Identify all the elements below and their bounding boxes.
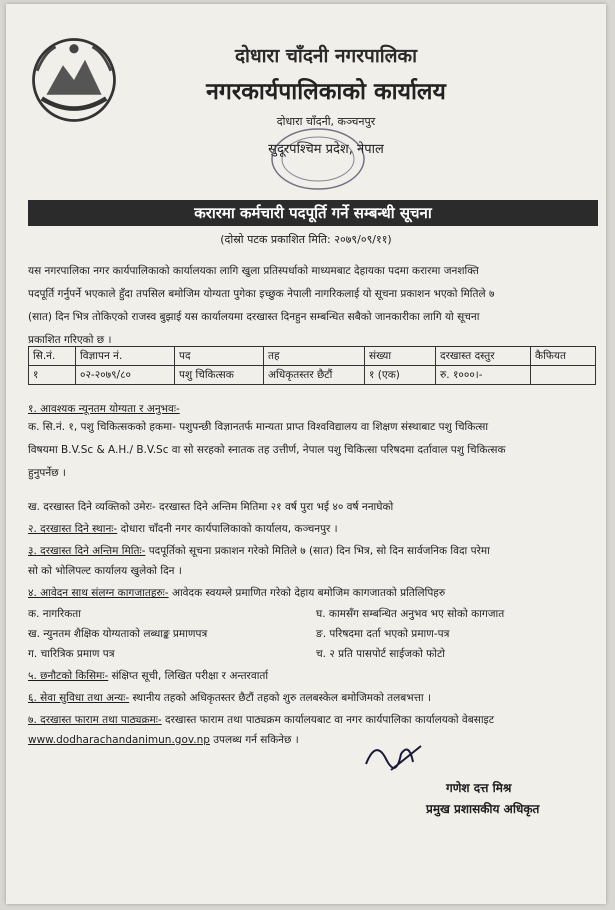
table-cell: अधिकृतस्तर छैटौं	[264, 366, 365, 385]
intro-line: यस नगरपालिका नगर कार्यपालिकाको कार्यालयका लागि खुला प्रतिस्पर्धाको माध्यमबाट देहायका पदमा करारमा जनशक्ति	[28, 265, 479, 277]
section-1-line: क. सि.नं. १, पशु चिकित्सकको हकमा- पशुपन्छी विज्ञानतर्फ मान्यता प्राप्त विश्वविद्यालय वा शिक्षण संस्थाबाट पशु चिकित्सा	[28, 421, 489, 433]
col-header: तह	[264, 347, 365, 366]
signatory-name: गणेश दत्त मिश्र	[446, 781, 512, 795]
section-6-text: स्थानीय तहको अधिकृतस्तर छैटौं तहको शुरु तलबस्केल बमोजिमको तलबभत्ता ।	[129, 692, 431, 704]
section-2	[28, 522, 596, 536]
signatory-title: प्रमुख प्रशासकीय अधिकृत	[426, 802, 540, 816]
col-header: कैफियत	[531, 347, 596, 366]
col-header: दरखास्त दस्तुर	[436, 347, 531, 366]
section-5-label: ५. छनौटको किसिमः-	[28, 670, 109, 682]
section-2-label: २. दरखास्त दिने स्थानः-	[28, 523, 118, 535]
table-cell: १ (एक)	[365, 366, 436, 385]
section-3-text: पदपूर्तिको सूचना प्रकाशन गरेको मितिले ७ (सात) दिन भित्र, सो दिन सार्वजनिक विदा परेमा	[145, 545, 490, 557]
col-header: संख्या	[365, 347, 436, 366]
notice-title: करारमा कर्मचारी पदपूर्ति गर्ने सम्बन्धी सूचना	[28, 200, 598, 226]
nepal-emblem-icon	[28, 34, 120, 126]
intro-line: पदपूर्ति गर्नुपर्ने भएकाले हुँदा तपसिल बमोजिम योग्यता पुगेका इच्छुक नेपाली नागरिकलाई यो सूचना प्रकाशन भएको मितिले ७	[28, 288, 495, 300]
vacancy-table	[28, 346, 596, 385]
table-cell: १	[29, 366, 76, 385]
section-7-continued	[28, 733, 596, 747]
office-name: नगरकार्यपालिकाको कार्यालय	[206, 78, 446, 105]
section-4-text: आवेदक स्वयम्ले प्रमाणित गरेको देहाय बमोजिम कागजातको प्रतिलिपिहरु	[168, 587, 446, 599]
col-header: पद	[175, 347, 264, 366]
table-cell: रु. १०००।-	[436, 366, 531, 385]
section-6	[28, 691, 596, 705]
intro-line: (सात) दिन भित्र तोकिएको राजस्व बुझाई यस कार्यालयमा दरखास्त दिनहुन सम्बन्धित सबैको जानकारीका लागि यो सूचना	[28, 311, 480, 323]
section-3-continued: सो को भोलिपल्ट कार्यालय खुलेको दिन ।	[28, 565, 182, 577]
website-link[interactable]: www.dodharachandanimun.gov.np	[28, 734, 210, 746]
section-3-label: ३. दरखास्त दिने अन्तिम मितिः-	[28, 545, 146, 557]
table-cell: पशु चिकित्सक	[175, 366, 264, 385]
section-4	[28, 586, 596, 600]
section-7-label: ७. दरखास्त फाराम तथा पाठ्यक्रमः-	[28, 714, 162, 726]
table-header-row	[29, 347, 596, 366]
age-requirement: ख. दरखास्त दिने व्यक्तिको उमेरः- दरखास्त दिने अन्तिम मितिमा २१ वर्ष पुरा भई ४० वर्ष ननाघेको	[28, 501, 394, 513]
office-stamp-icon	[268, 124, 368, 194]
doc-item: ग. चारित्रिक प्रमाण पत्र	[28, 648, 115, 660]
section-1-line: विषयमा B.V.Sc & A.H./ B.V.Sc वा सो सरहको स्नातक तह उत्तीर्ण, नेपाल पशु चिकित्सा परिषदमा दर्तावाल पशु चिकित्सक	[28, 444, 506, 456]
section-4-label: ४. आवेदन साथ संलग्न कागजातहरुः-	[28, 587, 169, 599]
office-province: सुदूरपश्चिम प्रदेश, नेपाल	[268, 142, 384, 157]
doc-item: च. २ प्रति पासपोर्ट साईजको फोटो	[316, 648, 445, 660]
doc-item: घ. कामसँग सम्बन्धित अनुभव भए सोको कागजात	[316, 608, 505, 620]
section-5-text: संक्षिप्त सूची, लिखित परीक्षा र अन्तरवार्ता	[108, 670, 269, 682]
notice-page	[6, 4, 606, 904]
section-1-line: हुनुपर्नेछ ।	[28, 467, 66, 479]
section-7-text: दरखास्त फाराम तथा पाठ्यक्रम कार्यालयबाट वा नगर कार्यपालिका कार्यालयको वेबसाइट	[161, 714, 495, 726]
office-address: दोधारा चाँदनी, कञ्चनपुर	[276, 115, 376, 128]
municipality-name: दोधारा चाँदनी नगरपालिका	[234, 45, 418, 67]
section-5	[28, 669, 596, 683]
section-1-body	[28, 416, 596, 485]
table-row	[29, 366, 596, 385]
table-cell	[531, 366, 596, 385]
section-3	[28, 544, 596, 558]
section-2-text: दोधारा चाँदनी नगर कार्यपालिकाको कार्यालय, कञ्चनपुर ।	[117, 523, 338, 535]
section-7-text-2: उपलब्ध गर्न सकिनेछ ।	[209, 734, 299, 746]
doc-item: ख. न्युनतम शैक्षिक योग्यताको लब्धाङ्क प्रमाणपत्र	[28, 628, 208, 640]
doc-item: ङ. परिषदमा दर्ता भएको प्रमाण-पत्र	[316, 628, 450, 640]
signature-icon	[361, 734, 431, 779]
table-cell: ०२-२०७९/८०	[76, 366, 175, 385]
col-header: सि.नं.	[29, 347, 76, 366]
col-header: विज्ञापन नं.	[76, 347, 175, 366]
section-6-label: ६. सेवा सुविधा तथा अन्यः-	[28, 692, 130, 704]
intro-line: प्रकाशित गरिएको छ ।	[28, 334, 112, 346]
doc-item: क. नागरिकता	[28, 608, 81, 620]
section-1-heading: १. आवश्यक न्यूनतम योग्यता र अनुभवः-	[28, 403, 180, 415]
section-7	[28, 713, 596, 727]
publish-date: (दोस्रो पटक प्रकाशित मिति: २०७९/०९/११)	[220, 233, 392, 246]
intro-paragraph	[28, 260, 596, 352]
